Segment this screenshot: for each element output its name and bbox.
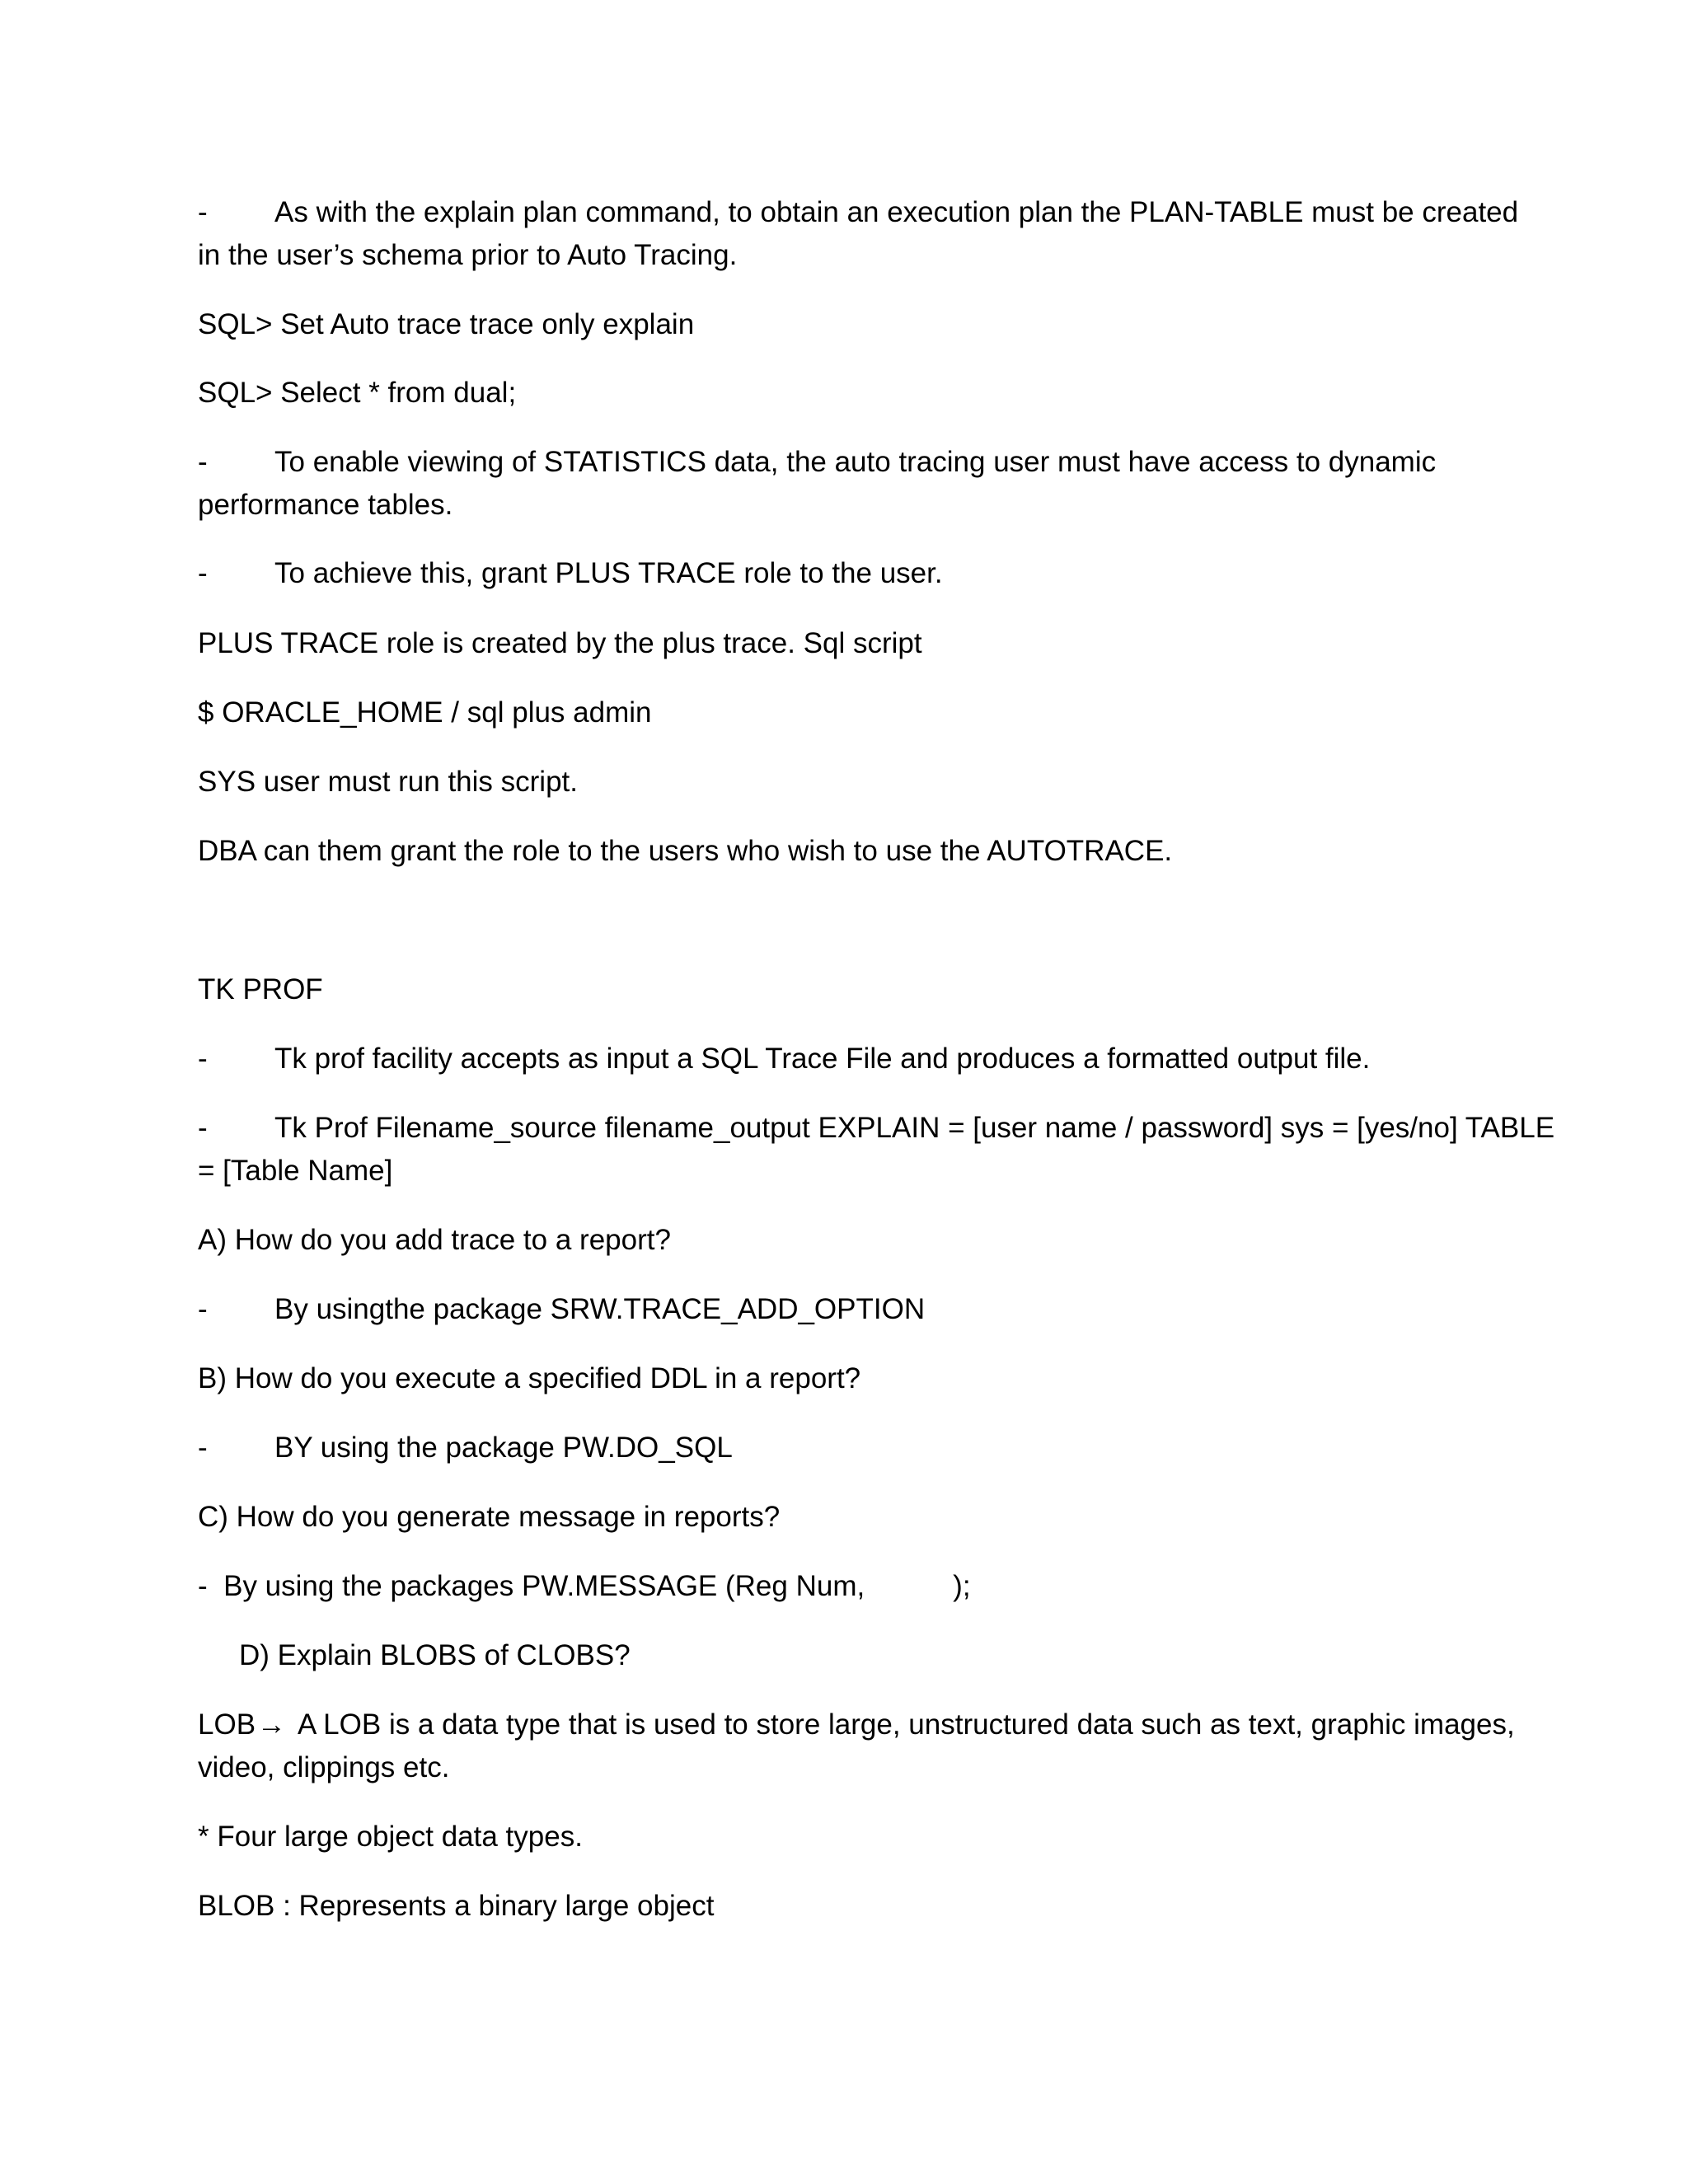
bullet-dash: - <box>198 446 208 478</box>
sql-command-line: SQL> Set Auto trace trace only explain <box>198 308 695 340</box>
paragraph-line: BLOB : Represents a binary large object <box>198 1890 715 1922</box>
paragraph-line: = [Table Name] <box>198 1155 393 1187</box>
question-line: D) Explain BLOBS of CLOBS? <box>239 1639 631 1671</box>
arrow-right-icon: → <box>257 1708 287 1741</box>
answer-line: BY using the package PW.DO_SQL <box>274 1432 733 1464</box>
paragraph-line: DBA can them grant the role to the users who wish to use the AUTOTRACE. <box>198 835 1173 867</box>
answer-line: By usingthe package SRW.TRACE_ADD_OPTION <box>274 1293 926 1325</box>
paragraph-line: Tk prof facility accepts as input a SQL Trace File and produces a formatted output file. <box>274 1043 1371 1075</box>
question-line: A) How do you add trace to a report? <box>198 1224 671 1256</box>
bullet-dash: - <box>198 1112 208 1144</box>
paragraph-line: SYS user must run this script. <box>198 766 578 798</box>
bullet-dash: - <box>198 1293 208 1325</box>
lob-term: LOB <box>198 1708 256 1741</box>
lob-definition: A LOB is a data type that is used to store large, unstructured data such as text, graphic images, <box>298 1708 1515 1741</box>
paragraph-line: As with the explain plan command, to obtain an execution plan the PLAN-TABLE must be created <box>274 196 1519 228</box>
bullet-dash: - <box>198 196 208 228</box>
bullet-dash: - <box>198 1043 208 1075</box>
paragraph-line: $ ORACLE_HOME / sql plus admin <box>198 696 652 729</box>
paragraph-line: video, clippings etc. <box>198 1751 450 1783</box>
paragraph-line: in the user’s schema prior to Auto Tracing. <box>198 239 738 271</box>
paragraph-line: PLUS TRACE role is created by the plus trace. Sql script <box>198 627 922 659</box>
paragraph-line: performance tables. <box>198 489 453 521</box>
paragraph-line <box>198 1704 1515 1746</box>
answer-line: - By using the packages PW.MESSAGE (Reg Num, ); <box>198 1570 971 1602</box>
sql-command-line: SQL> Select * from dual; <box>198 377 517 409</box>
paragraph-line: To enable viewing of STATISTICS data, the auto tracing user must have access to dynamic <box>274 446 1437 478</box>
paragraph-line: To achieve this, grant PLUS TRACE role to the user. <box>274 557 943 589</box>
bullet-dash: - <box>198 557 208 589</box>
section-heading: TK PROF <box>198 973 323 1005</box>
question-line: C) How do you generate message in reports? <box>198 1501 781 1533</box>
paragraph-line: * Four large object data types. <box>198 1821 583 1853</box>
paragraph-line: Tk Prof Filename_source filename_output EXPLAIN = [user name / password] sys = [yes/no] TABLE <box>274 1112 1555 1144</box>
question-line: B) How do you execute a specified DDL in a report? <box>198 1362 861 1394</box>
bullet-dash: - <box>198 1432 208 1464</box>
